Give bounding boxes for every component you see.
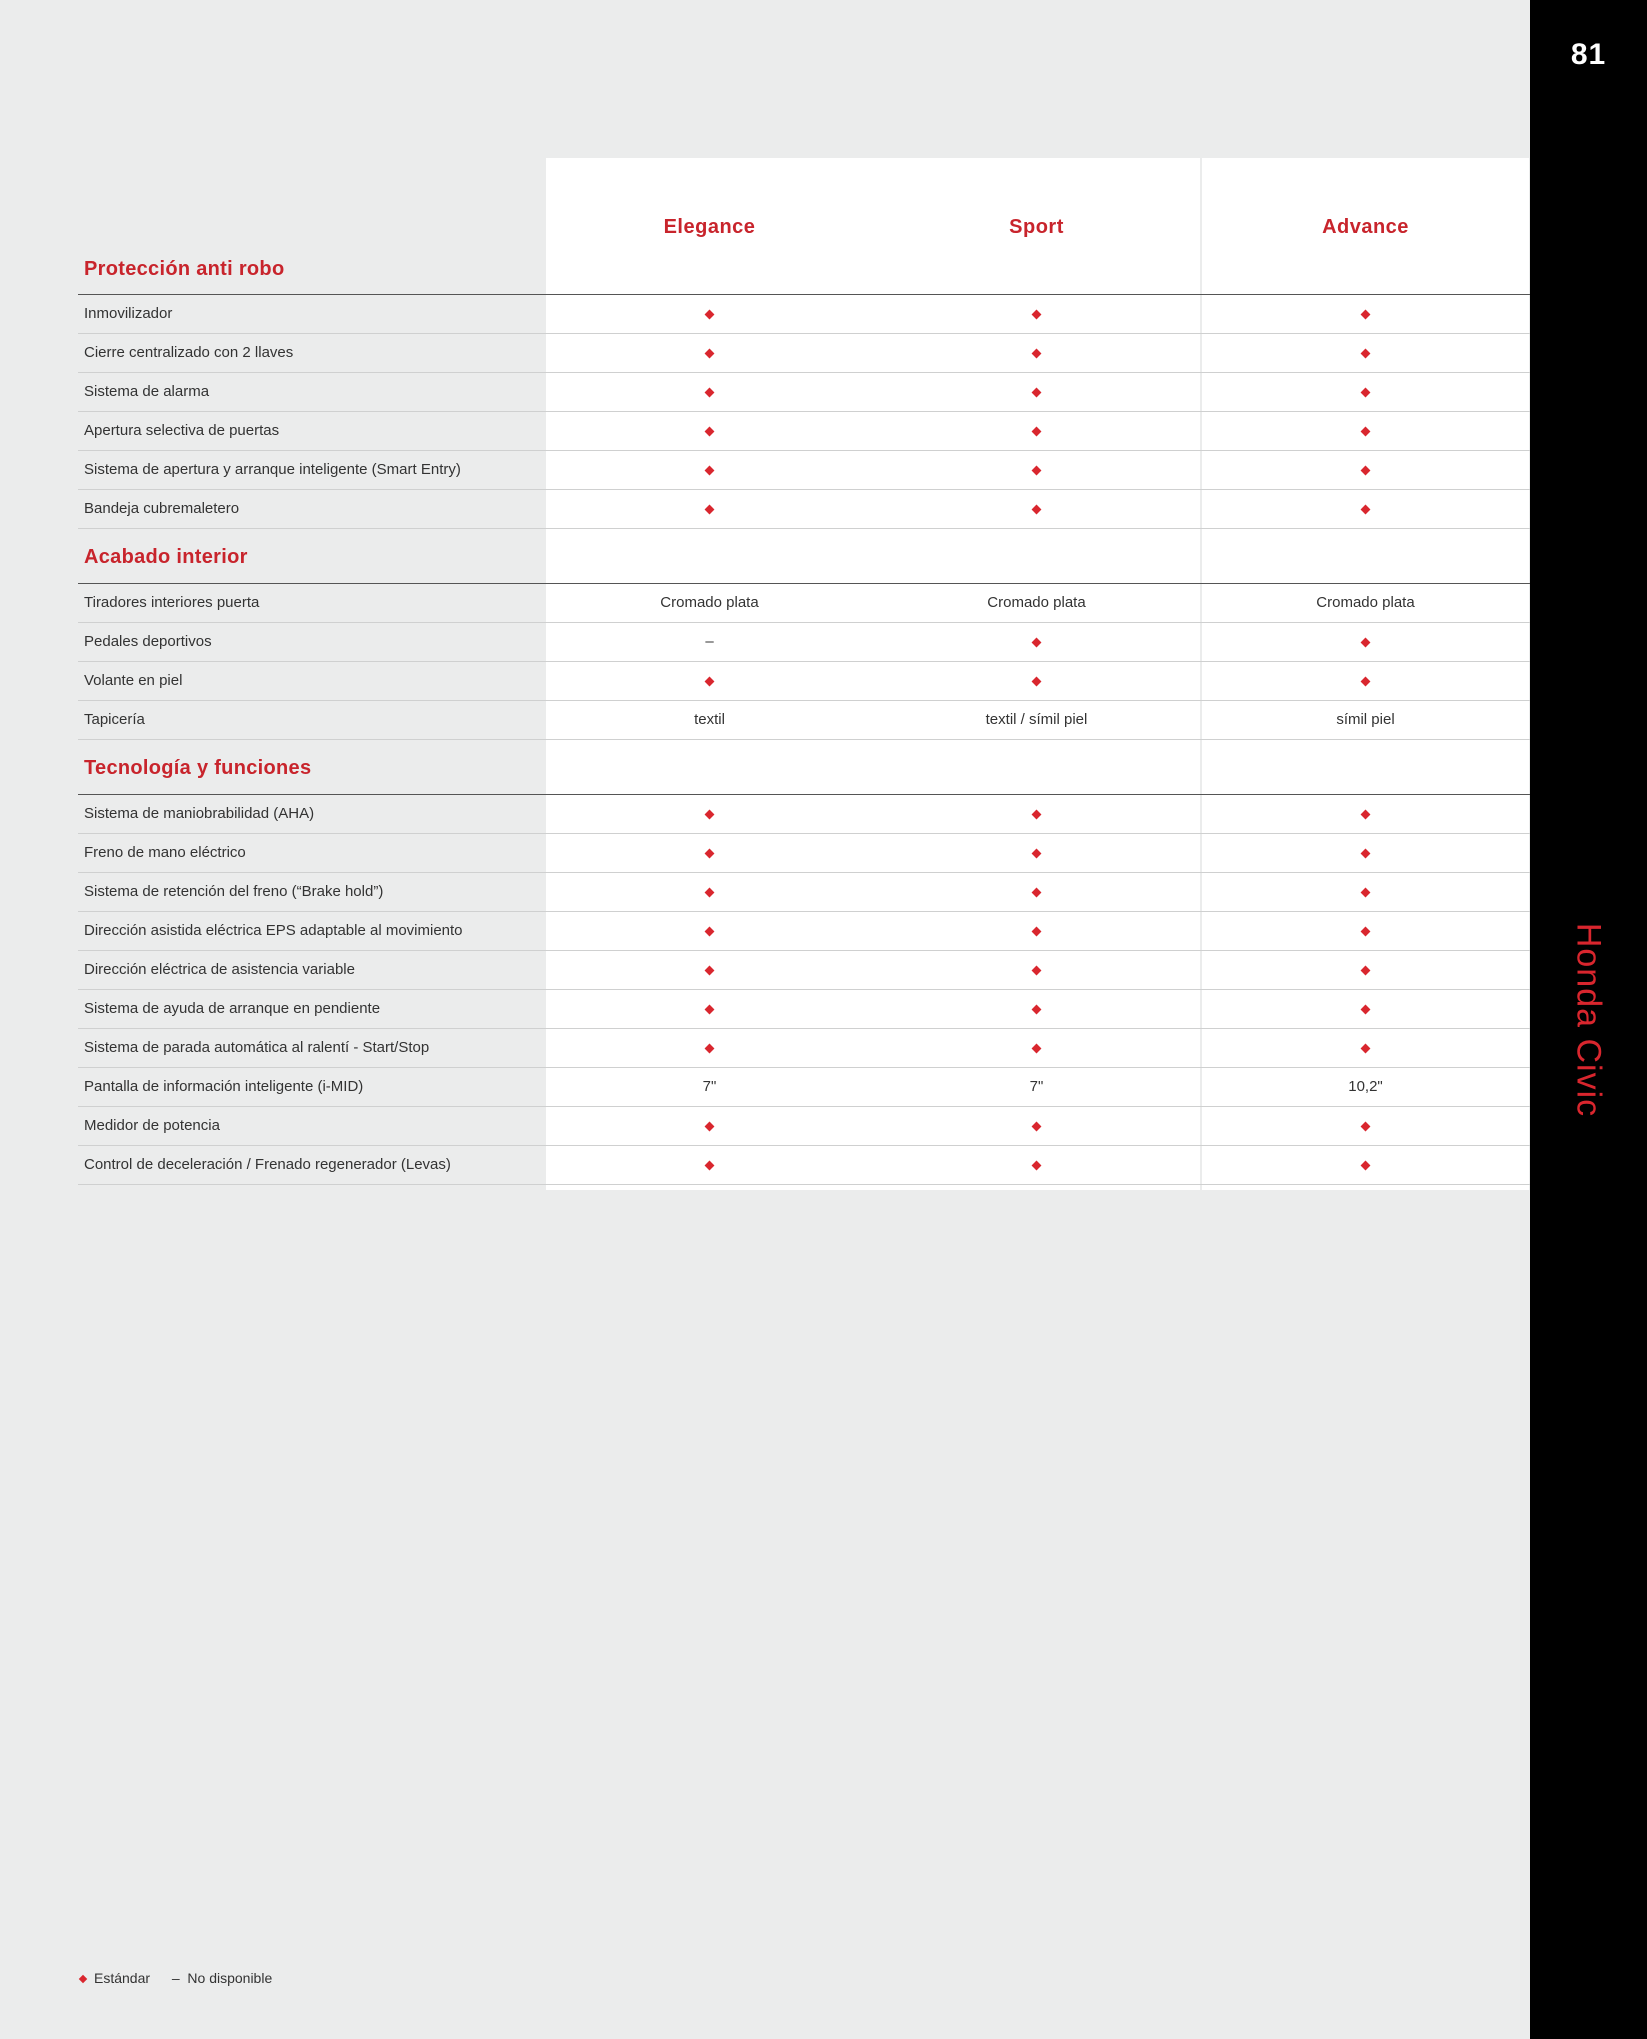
feature-label: Tiradores interiores puerta bbox=[84, 594, 260, 611]
standard-diamond-icon bbox=[873, 412, 1200, 450]
standard-diamond-icon bbox=[873, 451, 1200, 489]
standard-diamond-icon bbox=[546, 334, 873, 372]
standard-diamond-icon bbox=[1202, 334, 1529, 372]
section-rows bbox=[78, 584, 1530, 740]
table-row bbox=[78, 1146, 1530, 1185]
section-title: Protección anti robo bbox=[84, 258, 285, 280]
standard-diamond-icon bbox=[546, 1107, 873, 1145]
table-row bbox=[78, 662, 1530, 701]
standard-diamond-icon bbox=[546, 373, 873, 411]
standard-diamond-icon bbox=[546, 451, 873, 489]
grade-sport: Sport bbox=[1009, 216, 1064, 238]
standard-diamond-icon bbox=[873, 1107, 1200, 1145]
standard-diamond-icon bbox=[873, 1029, 1200, 1067]
table-row bbox=[78, 295, 1530, 334]
standard-diamond-icon bbox=[1202, 662, 1529, 700]
standard-diamond-icon bbox=[546, 1029, 873, 1067]
table-row bbox=[78, 873, 1530, 912]
table-row bbox=[78, 412, 1530, 451]
standard-diamond-icon bbox=[873, 990, 1200, 1028]
standard-diamond-icon bbox=[1202, 412, 1529, 450]
standard-diamond-icon bbox=[873, 834, 1200, 872]
table-header bbox=[78, 158, 1530, 295]
table-row bbox=[78, 990, 1530, 1029]
legend-dash: – bbox=[171, 1970, 180, 1986]
table-cell: símil piel bbox=[1336, 711, 1395, 728]
standard-diamond-icon bbox=[546, 834, 873, 872]
standard-diamond-icon bbox=[1202, 795, 1529, 833]
standard-diamond-icon bbox=[1202, 295, 1529, 333]
sidebar bbox=[1530, 0, 1647, 2039]
feature-label: Control de deceleración / Frenado regenerador (Levas) bbox=[84, 1156, 451, 1173]
table-row bbox=[78, 951, 1530, 990]
feature-label: Sistema de apertura y arranque inteligente (Smart Entry) bbox=[84, 461, 461, 478]
standard-diamond-icon bbox=[1202, 1107, 1529, 1145]
table-cell: textil bbox=[694, 711, 725, 728]
standard-diamond-icon bbox=[873, 490, 1200, 528]
feature-label: Cierre centralizado con 2 llaves bbox=[84, 344, 294, 361]
standard-diamond-icon bbox=[873, 873, 1200, 911]
feature-label: Freno de mano eléctrico bbox=[84, 844, 246, 861]
table-row bbox=[78, 912, 1530, 951]
table-row bbox=[78, 584, 1530, 623]
section-rows bbox=[78, 295, 1530, 529]
table-cell: textil / símil piel bbox=[985, 711, 1088, 728]
section-header bbox=[78, 529, 1530, 584]
standard-diamond-icon bbox=[1202, 1029, 1529, 1067]
table-row bbox=[78, 1107, 1530, 1146]
table-row bbox=[78, 451, 1530, 490]
feature-label: Bandeja cubremaletero bbox=[84, 500, 240, 517]
table-cell: 7" bbox=[702, 1078, 717, 1095]
feature-label: Apertura selectiva de puertas bbox=[84, 422, 280, 439]
table-row bbox=[78, 334, 1530, 373]
table-row bbox=[78, 623, 1530, 662]
feature-label: Inmovilizador bbox=[84, 305, 173, 322]
standard-diamond-icon bbox=[1202, 912, 1529, 950]
feature-label: Dirección asistida eléctrica EPS adaptable al movimiento bbox=[84, 922, 463, 939]
standard-diamond-icon bbox=[79, 1975, 87, 1983]
feature-label: Tapicería bbox=[84, 711, 145, 728]
standard-diamond-icon bbox=[546, 662, 873, 700]
section-title: Acabado interior bbox=[84, 546, 248, 568]
section-header bbox=[78, 740, 1530, 795]
page-number: 81 bbox=[1570, 38, 1607, 71]
standard-diamond-icon bbox=[1202, 1146, 1529, 1184]
standard-diamond-icon bbox=[873, 951, 1200, 989]
standard-diamond-icon bbox=[546, 795, 873, 833]
feature-label: Pedales deportivos bbox=[84, 633, 212, 650]
feature-label: Medidor de potencia bbox=[84, 1117, 220, 1134]
standard-diamond-icon bbox=[1202, 451, 1529, 489]
brand-title: Honda Civic bbox=[1569, 922, 1608, 1118]
table-cell: 10,2" bbox=[1348, 1078, 1383, 1095]
standard-diamond-icon bbox=[873, 373, 1200, 411]
table-row bbox=[78, 834, 1530, 873]
standard-diamond-icon bbox=[873, 912, 1200, 950]
table-cell: 7" bbox=[1029, 1078, 1044, 1095]
standard-diamond-icon bbox=[873, 295, 1200, 333]
standard-diamond-icon bbox=[546, 412, 873, 450]
standard-diamond-icon bbox=[546, 990, 873, 1028]
legend-standard: Estándar bbox=[94, 1970, 151, 1986]
table-row bbox=[78, 701, 1530, 740]
standard-diamond-icon bbox=[1202, 834, 1529, 872]
standard-diamond-icon bbox=[873, 334, 1200, 372]
standard-diamond-icon bbox=[873, 623, 1200, 661]
standard-diamond-icon bbox=[873, 795, 1200, 833]
table-cell: Cromado plata bbox=[987, 594, 1086, 611]
table-row bbox=[78, 1068, 1530, 1107]
standard-diamond-icon bbox=[546, 951, 873, 989]
standard-diamond-icon bbox=[873, 1146, 1200, 1184]
standard-diamond-icon bbox=[546, 490, 873, 528]
standard-diamond-icon bbox=[873, 662, 1200, 700]
section-rows bbox=[78, 795, 1530, 1185]
standard-diamond-icon bbox=[1202, 373, 1529, 411]
feature-label: Sistema de maniobrabilidad (AHA) bbox=[84, 805, 315, 822]
standard-diamond-icon bbox=[1202, 990, 1529, 1028]
feature-label: Sistema de parada automática al ralentí - Start/Stop bbox=[84, 1039, 430, 1056]
table-cell: Cromado plata bbox=[660, 594, 759, 611]
standard-diamond-icon bbox=[1202, 623, 1529, 661]
legend-not-available: No disponible bbox=[187, 1970, 273, 1986]
spec-table bbox=[78, 158, 1530, 1185]
feature-label: Volante en piel bbox=[84, 672, 183, 689]
feature-label: Sistema de retención del freno (“Brake hold”) bbox=[84, 883, 384, 900]
feature-label: Pantalla de información inteligente (i-MID) bbox=[84, 1078, 364, 1095]
grade-advance: Advance bbox=[1322, 216, 1409, 238]
standard-diamond-icon bbox=[546, 1146, 873, 1184]
table-row bbox=[78, 373, 1530, 412]
grade-elegance: Elegance bbox=[663, 216, 756, 238]
standard-diamond-icon bbox=[1202, 873, 1529, 911]
feature-label: Sistema de ayuda de arranque en pendiente bbox=[84, 1000, 381, 1017]
feature-label: Sistema de alarma bbox=[84, 383, 210, 400]
legend bbox=[80, 1970, 272, 1986]
standard-diamond-icon bbox=[1202, 951, 1529, 989]
standard-diamond-icon bbox=[1202, 490, 1529, 528]
table-row bbox=[78, 795, 1530, 834]
table-row bbox=[78, 490, 1530, 529]
standard-diamond-icon bbox=[546, 295, 873, 333]
feature-label: Dirección eléctrica de asistencia variable bbox=[84, 961, 355, 978]
table-cell: Cromado plata bbox=[1316, 594, 1415, 611]
table-row bbox=[78, 1029, 1530, 1068]
section-title: Tecnología y funciones bbox=[84, 757, 312, 779]
standard-diamond-icon bbox=[546, 912, 873, 950]
standard-diamond-icon bbox=[546, 873, 873, 911]
table-cell: – bbox=[705, 633, 714, 650]
